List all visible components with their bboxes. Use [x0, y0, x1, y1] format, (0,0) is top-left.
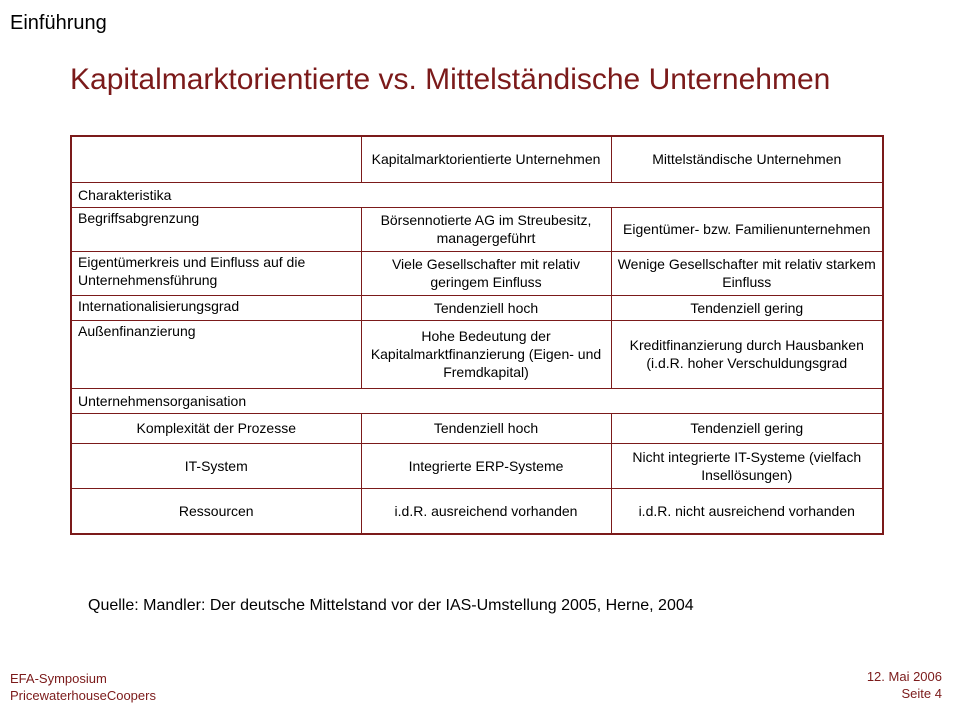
cell-mittelstand: Tendenziell gering: [611, 413, 883, 443]
row-label: Eigentümerkreis und Einfluss auf die Unternehmensführung: [71, 251, 361, 295]
source-citation: Quelle: Mandler: Der deutsche Mittelstand vor der IAS-Umstellung 2005, Herne, 2004: [88, 597, 694, 614]
slide-title: Kapitalmarktorientierte vs. Mittelständische Unternehmen: [70, 63, 831, 96]
comparison-table: [70, 135, 884, 535]
section-row-charakteristika: [71, 182, 883, 207]
cell-kapitalmarkt: i.d.R. ausreichend vorhanden: [361, 488, 611, 534]
header-empty-cell: [71, 136, 361, 182]
row-label: Begriffsabgrenzung: [71, 207, 361, 251]
cell-kapitalmarkt: Börsennotierte AG im Streubesitz, managergeführt: [361, 207, 611, 251]
footer-page-number: Seite 4: [901, 686, 942, 701]
table-row: [71, 320, 883, 388]
cell-mittelstand: Kreditfinanzierung durch Hausbanken (i.d.R. hoher Verschuldungsgrad: [611, 320, 883, 388]
cell-mittelstand: i.d.R. nicht ausreichend vorhanden: [611, 488, 883, 534]
header-kapitalmarkt: Kapitalmarktorientierte Unternehmen: [361, 136, 611, 182]
row-label: IT-System: [71, 443, 361, 488]
cell-kapitalmarkt: Viele Gesellschafter mit relativ geringem Einfluss: [361, 251, 611, 295]
row-label: Komplexität der Prozesse: [71, 413, 361, 443]
footer-date: 12. Mai 2006: [866, 669, 942, 684]
row-label: Außenfinanzierung: [71, 320, 361, 388]
footer-event: EFA-Symposium: [10, 671, 107, 686]
table-row: [71, 207, 883, 251]
section-label: Einführung: [10, 12, 107, 34]
table-header-row: [71, 136, 883, 182]
row-label: Ressourcen: [71, 488, 361, 534]
footer-company: PricewaterhouseCoopers: [10, 688, 156, 703]
cell-kapitalmarkt: Integrierte ERP-Systeme: [361, 443, 611, 488]
row-label: Internationalisierungsgrad: [71, 295, 361, 320]
table-row: [71, 413, 883, 443]
section-row-organisation: [71, 388, 883, 413]
section-unternehmensorganisation: Unternehmensorganisation: [71, 388, 883, 413]
cell-mittelstand: Eigentümer- bzw. Familienunternehmen: [611, 207, 883, 251]
table-row: [71, 295, 883, 320]
cell-mittelstand: Wenige Gesellschafter mit relativ starkem Einfluss: [611, 251, 883, 295]
header-mittelstand: Mittelständische Unternehmen: [611, 136, 883, 182]
cell-mittelstand: Nicht integrierte IT-Systeme (vielfach Insellösungen): [611, 443, 883, 488]
footer-right: [867, 668, 942, 702]
cell-kapitalmarkt: Tendenziell hoch: [361, 295, 611, 320]
table-row: [71, 443, 883, 488]
cell-kapitalmarkt: Hohe Bedeutung der Kapitalmarktfinanzierung (Eigen- und Fremdkapital): [361, 320, 611, 388]
cell-mittelstand: Tendenziell gering: [611, 295, 883, 320]
table-row: [71, 251, 883, 295]
cell-kapitalmarkt: Tendenziell hoch: [361, 413, 611, 443]
footer-left: [10, 670, 156, 704]
table-row: [71, 488, 883, 534]
section-charakteristika: Charakteristika: [71, 182, 883, 207]
